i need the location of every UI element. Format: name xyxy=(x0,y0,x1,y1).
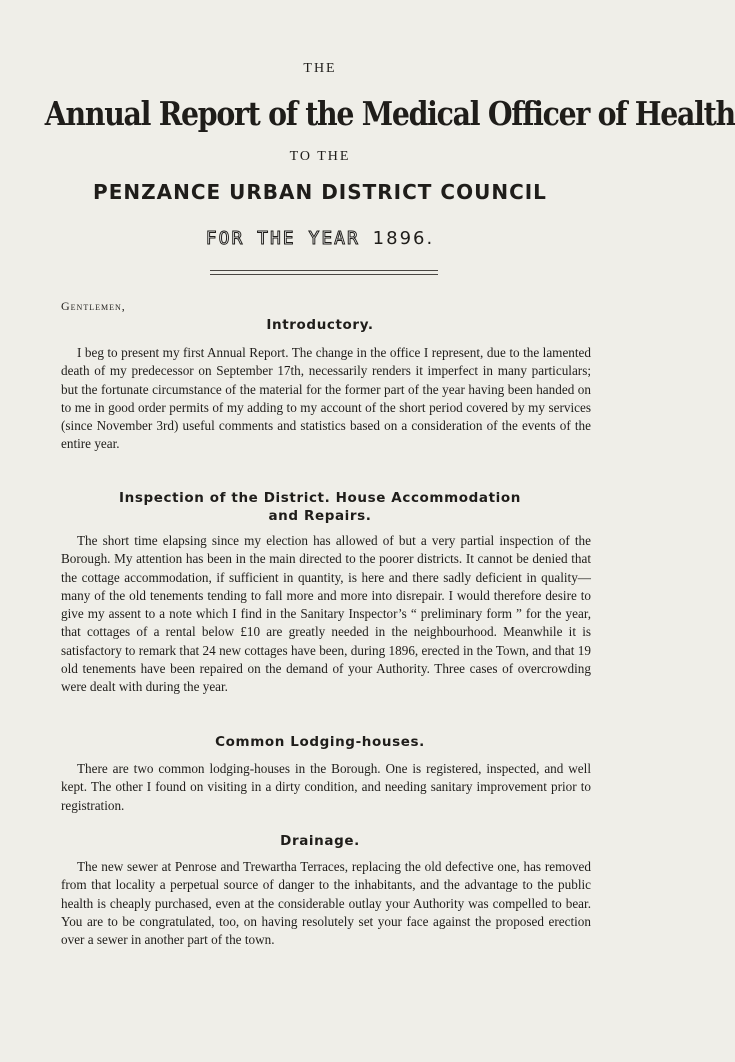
header-the: THE xyxy=(303,61,337,76)
header-to-the: TO THE xyxy=(289,149,351,164)
paragraph-lodging-houses: There are two common lodging-houses in the Borough. One is registered, inspected, and well kept. The other I found on visiting in a dirty condition, and needing sanitary improvement prior to registration. xyxy=(61,761,591,813)
section-heading-inspection-line2: and Repairs. xyxy=(268,508,372,524)
title-divider-bottom xyxy=(210,274,438,275)
section-heading-drainage: Drainage. xyxy=(280,833,360,849)
paragraph-inspection: The short time elapsing since my election has allowed of but a very partial inspection of the Borough. My attention has been in the main directed to the poorer districts. It cannot be denied that the cottage accommodation, if sufficient in quantity, is here and there sadly deficient in quality—many of the old tenements tending to fall more and more into disrepair. I would therefore desire to give my assent to a note which I find in the Sanitary Inspector’s “ preliminary form ” for the year, that cottages of a rental below £10 are greatly needed in the neighbourhood. Meanwhile it is satisfactory to remark that 24 new cottages have been, during 1896, erected in the Town, and that 19 old tenements have been repaired on the demand of your Authority. Three cases of overcrowding were dealt with during the year. xyxy=(61,533,591,695)
section-heading-introductory: Introductory. xyxy=(266,317,374,333)
section-heading-inspection xyxy=(0,489,640,525)
paragraph-drainage: The new sewer at Penrose and Trewartha Terraces, replacing the old defective one, has removed from that locality a perpetual source of danger to the inhabitants, and the advantage to the public health is cheaply purchased, even at the considerable outlay your Authority was compelled to bear. You are to be congratulated, too, on having resolutely set your face against the proposed erection over a sewer in another part of the town. xyxy=(61,859,591,948)
paragraph-introductory: I beg to present my first Annual Report. The change in the office I represent, due to the lamented death of my predecessor on September 17th, necessarily renders it imperfect in many particulars; but the fortunate circumstance of the material for the former part of the year having been handed on to me in good order permits of my adding to my account of the short period covered by my services (since November 3rd) useful comments and statistics based on a consideration of the events of the entire year. xyxy=(61,345,591,452)
year-value: 1896. xyxy=(372,228,435,249)
council-name: PENZANCE URBAN DISTRICT COUNCIL xyxy=(93,180,547,204)
title-divider-top xyxy=(210,270,438,271)
section-heading-lodging-houses: Common Lodging-houses. xyxy=(215,734,425,750)
year-label: FOR THE YEAR xyxy=(205,228,360,249)
section-heading-inspection-line1: Inspection of the District. House Accommodation xyxy=(119,490,521,506)
salutation: Gentlemen, xyxy=(61,299,126,313)
year-line xyxy=(0,228,640,249)
report-title: Annual Report of the Medical Officer of Health xyxy=(44,94,735,133)
